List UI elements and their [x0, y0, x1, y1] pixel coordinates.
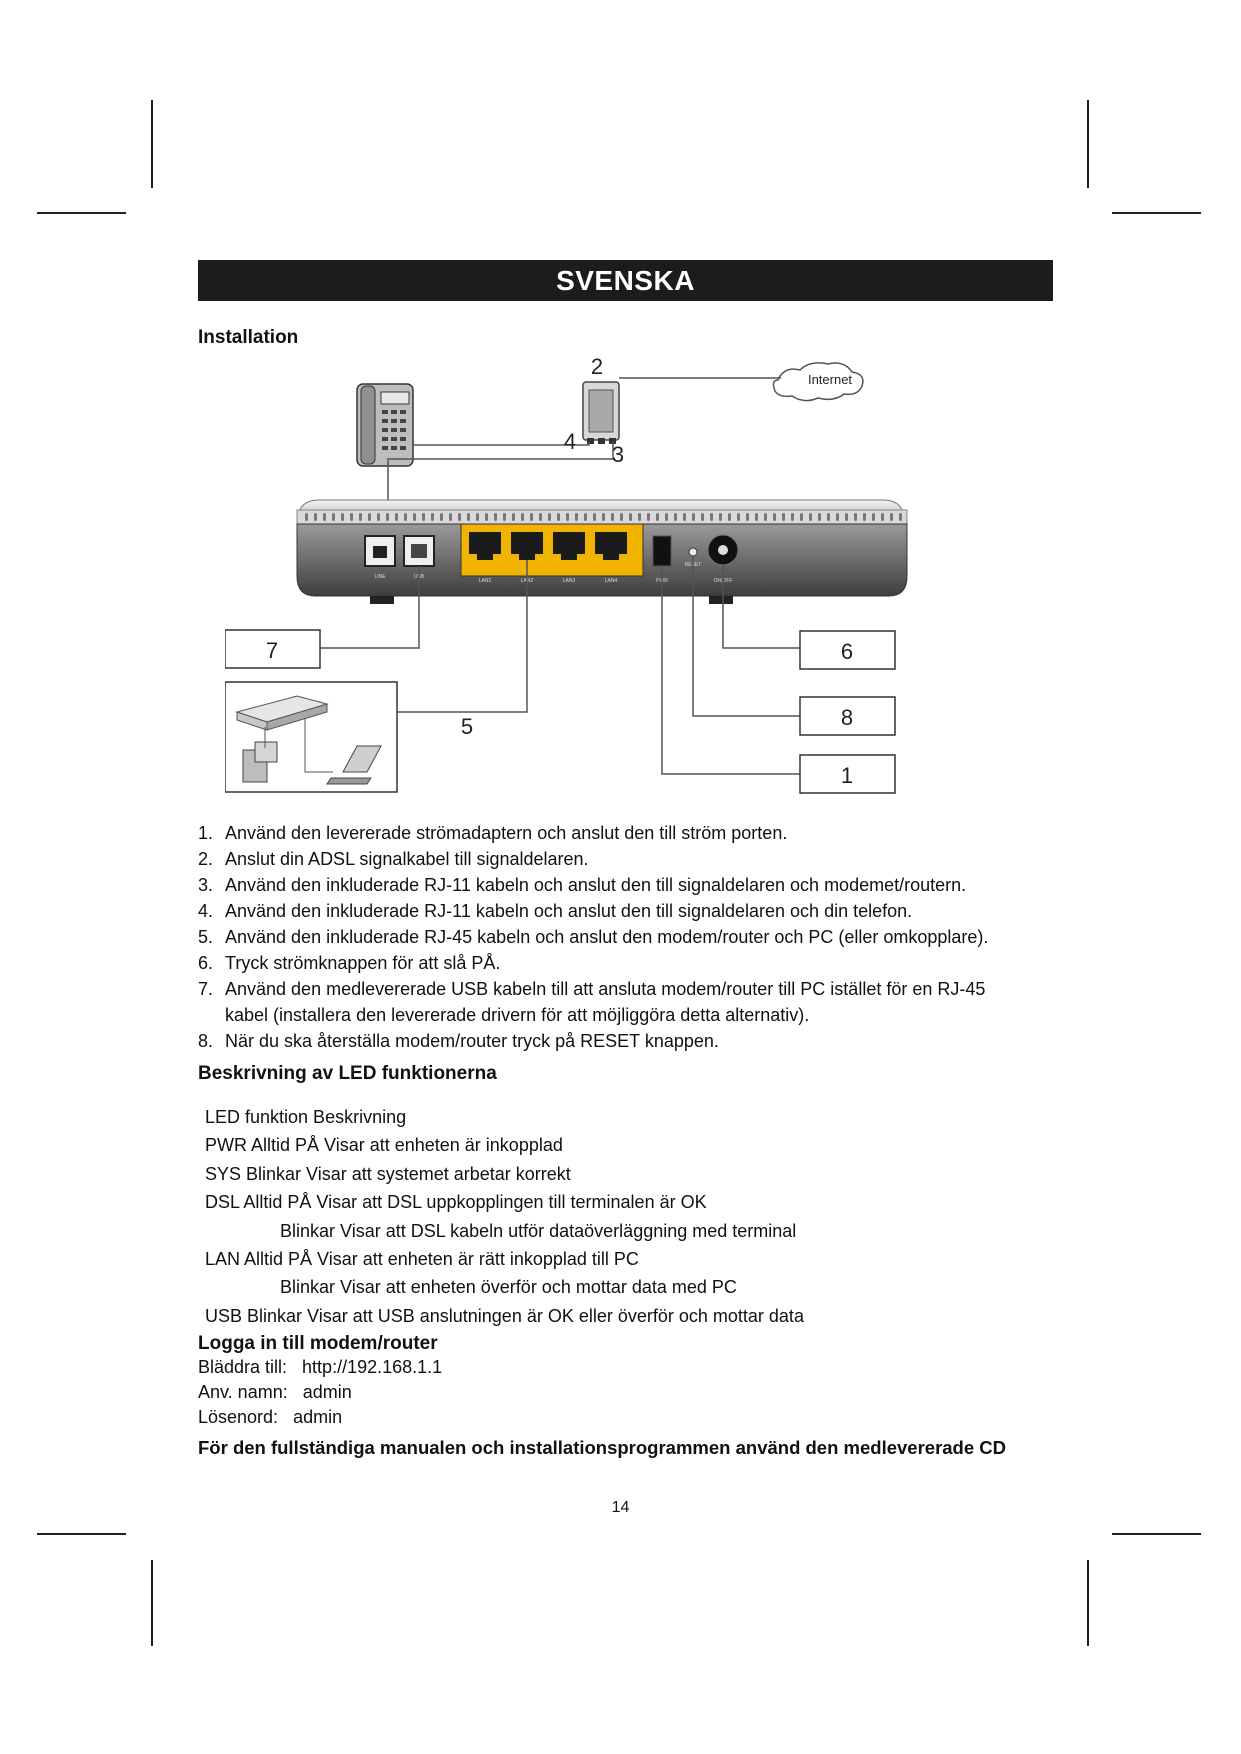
list-item: 4. Använd den inkluderade RJ-11 kabeln och anslut den till signaldelaren och din telefon. — [198, 901, 913, 921]
vent-slot — [890, 513, 893, 521]
crop-mark — [1112, 212, 1201, 214]
port-label-line: LINE — [374, 574, 386, 580]
vent-slot — [350, 513, 353, 521]
vent-slot — [440, 513, 443, 521]
telephone-icon — [357, 384, 413, 466]
vent-slot — [665, 513, 668, 521]
page-number: 14 — [611, 1499, 630, 1516]
vent-slot — [737, 513, 740, 521]
vent-slot — [404, 513, 407, 521]
login-username: Anv. namn: admin — [198, 1382, 352, 1402]
vent-slot — [647, 513, 650, 521]
vent-slot — [764, 513, 767, 521]
vent-slot — [818, 513, 821, 521]
vent-slot — [422, 513, 425, 521]
vent-slot — [719, 513, 722, 521]
led-row: PWR Alltid PÅ Visar att enheten är inkopplad — [205, 1135, 563, 1156]
login-heading: Logga in till modem/router — [198, 1333, 438, 1354]
vent-slot — [449, 513, 452, 521]
vent-slot — [773, 513, 776, 521]
vent-slot — [395, 513, 398, 521]
language-banner: SVENSKA — [198, 260, 1053, 301]
list-item: 6. Tryck strömknappen för att slå PÅ. — [198, 953, 501, 973]
vent-slot — [575, 513, 578, 521]
vent-slot — [548, 513, 551, 521]
list-item: 2. Anslut din ADSL signalkabel till signaldelaren. — [198, 849, 589, 869]
installation-heading: Installation — [198, 327, 299, 348]
login-details — [198, 1355, 442, 1430]
vent-slot — [413, 513, 416, 521]
login-password: Lösenord: admin — [198, 1407, 343, 1427]
vent-slot — [539, 513, 542, 521]
callout-8: 8 — [840, 705, 854, 730]
splitter-icon — [583, 382, 619, 444]
vent-slot — [494, 513, 497, 521]
login-url: Bläddra till: http://192.168.1.1 — [198, 1357, 443, 1377]
led-heading: Beskrivning av LED funktionerna — [198, 1063, 497, 1084]
vent-slot — [710, 513, 713, 521]
vent-slot — [674, 513, 677, 521]
vent-slot — [584, 513, 587, 521]
vent-slot — [701, 513, 704, 521]
list-item: 7. Använd den medlevererade USB kabeln till att ansluta modem/router till PC istället för en RJ-45 kabel (installera den levererade drivern för att möjliggöra detta alternativ). — [198, 979, 986, 1025]
vent-slot — [431, 513, 434, 521]
vent-slot — [314, 513, 317, 521]
led-row: Blinkar Visar att enheten överför och mottar data med PC — [280, 1277, 737, 1298]
vent-slot — [899, 513, 902, 521]
vent-slot — [359, 513, 362, 521]
vent-slot — [611, 513, 614, 521]
vent-slot — [341, 513, 344, 521]
vent-slot — [620, 513, 623, 521]
led-row: SYS Blinkar Visar att systemet arbetar korrekt — [205, 1163, 571, 1184]
vent-slot — [602, 513, 605, 521]
list-item: 1. Använd den levererade strömadaptern och anslut den till ström porten. — [198, 823, 788, 843]
crop-mark — [151, 100, 153, 188]
port-label-lan2: LAN2 — [520, 578, 534, 584]
port-label-usb: USB — [413, 574, 425, 580]
pc-switch-illustration — [225, 682, 397, 792]
vent-slot — [458, 513, 461, 521]
vent-slot — [503, 513, 506, 521]
vent-slot — [791, 513, 794, 521]
led-table — [205, 1103, 804, 1330]
vent-slot — [566, 513, 569, 521]
vent-slot — [746, 513, 749, 521]
led-row: USB Blinkar Visar att USB anslutningen är OK eller överför och mottar data — [205, 1305, 804, 1326]
crop-mark — [1112, 1533, 1201, 1535]
port-label-reset: RESET — [684, 562, 702, 568]
callout-5: 5 — [460, 714, 474, 739]
led-row: LED funktion Beskrivning — [205, 1107, 407, 1127]
vent-slot — [845, 513, 848, 521]
crop-mark — [1087, 100, 1089, 188]
list-item: 5. Använd den inkluderade RJ-45 kabeln och anslut den modem/router och PC (eller omkopplare). — [198, 927, 989, 947]
vent-slot — [782, 513, 785, 521]
vent-slot — [305, 513, 308, 521]
vent-slot — [881, 513, 884, 521]
vent-slot — [872, 513, 875, 521]
crop-mark — [1087, 1560, 1089, 1646]
crop-mark — [151, 1560, 153, 1646]
vent-slot — [629, 513, 632, 521]
vent-slot — [368, 513, 371, 521]
list-item: 3. Använd den inkluderade RJ-11 kabeln och anslut den till signaldelaren och modemet/routern. — [198, 875, 967, 895]
vent-slot — [386, 513, 389, 521]
vent-slot — [485, 513, 488, 521]
vent-slot — [692, 513, 695, 521]
vent-slot — [521, 513, 524, 521]
crop-mark — [37, 1533, 126, 1535]
vent-slot — [593, 513, 596, 521]
vent-slot — [809, 513, 812, 521]
callout-1: 1 — [840, 763, 854, 788]
vent-slot — [728, 513, 731, 521]
installation-steps — [198, 820, 1058, 1054]
vent-slot — [332, 513, 335, 521]
vent-slot — [512, 513, 515, 521]
vent-slot — [323, 513, 326, 521]
vent-slot — [467, 513, 470, 521]
internet-label: Internet — [807, 372, 853, 387]
callout-4: 4 — [563, 429, 577, 454]
crop-mark — [37, 212, 126, 214]
vent-slot — [854, 513, 857, 521]
vent-slot — [683, 513, 686, 521]
port-label-lan4: LAN4 — [604, 578, 618, 584]
port-label-pwr: PWR — [656, 578, 668, 584]
router-rear-panel — [297, 500, 907, 604]
led-row: Blinkar Visar att DSL kabeln utför dataöverläggning med terminal — [280, 1220, 797, 1241]
callout-2: 2 — [590, 354, 604, 379]
vent-slot — [755, 513, 758, 521]
vent-slot — [836, 513, 839, 521]
led-row: LAN Alltid PÅ Visar att enheten är rätt inkopplad till PC — [205, 1248, 639, 1269]
vent-slot — [476, 513, 479, 521]
port-label-lan1: LAN1 — [478, 578, 492, 584]
vent-slot — [530, 513, 533, 521]
vent-slot — [638, 513, 641, 521]
callout-7: 7 — [265, 638, 279, 663]
vent-slot — [377, 513, 380, 521]
vent-slot — [557, 513, 560, 521]
vent-slot — [656, 513, 659, 521]
cd-note: För den fullständiga manualen och installationsprogrammen använd den medlevererade CD — [198, 1437, 1007, 1458]
vent-slot — [827, 513, 830, 521]
installation-diagram — [225, 352, 1015, 809]
port-label-onoff: ON/OFF — [713, 578, 733, 584]
vent-slot — [863, 513, 866, 521]
callout-3: 3 — [611, 442, 625, 467]
list-item: 8. När du ska återställa modem/router tryck på RESET knappen. — [198, 1031, 719, 1051]
callout-6: 6 — [840, 639, 854, 664]
led-row: DSL Alltid PÅ Visar att DSL uppkopplingen till terminalen är OK — [205, 1192, 707, 1213]
vent-slot — [800, 513, 803, 521]
port-label-lan3: LAN3 — [562, 578, 576, 584]
